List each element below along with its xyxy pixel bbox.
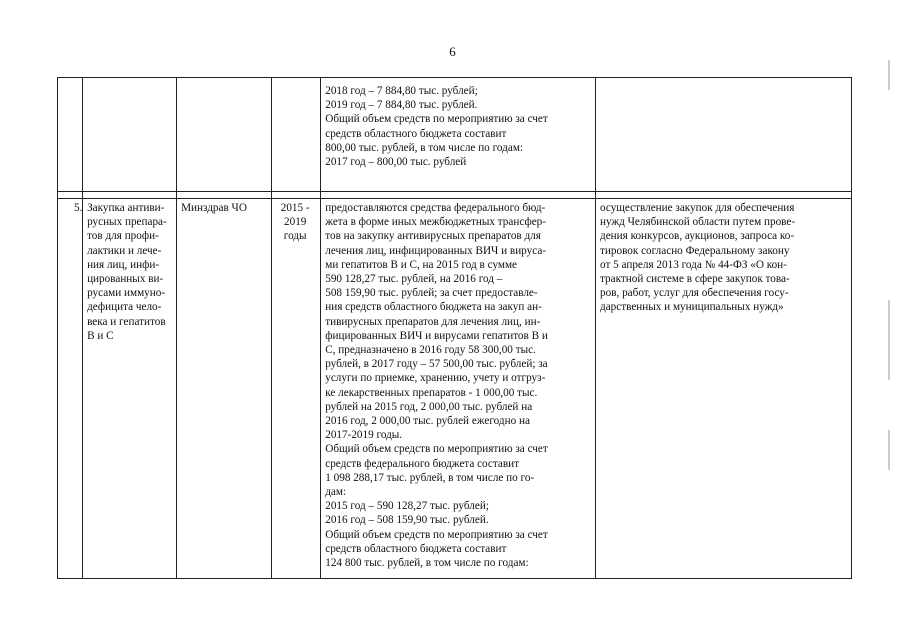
text-line: лечения лиц, инфицированных ВИЧ и вируса-: [325, 244, 547, 257]
cell-description: [321, 199, 596, 579]
text-line: С, предназначено в 2016 году 58 300,00 тыс.: [325, 344, 536, 357]
cell-result-empty: [596, 78, 852, 192]
text-line: рублей на 2015 год, 2 000,00 тыс. рублей на: [325, 400, 533, 413]
page-number: 6: [449, 44, 456, 59]
text-line: осуществление закупок для обеспечения: [600, 202, 795, 214]
text-line: средств областного бюджета составит: [325, 127, 507, 140]
table-row-continuation: [58, 78, 852, 192]
cell-executor: [177, 199, 272, 579]
cell-description-continuation: [321, 78, 596, 192]
text-line: Общий объем средств по мероприятию за счет: [325, 113, 548, 126]
text-line: дам:: [325, 486, 347, 499]
cell-result: [596, 199, 852, 579]
scan-artifact: [888, 430, 890, 470]
text-line: ми гепатитов В и С, на 2015 год в сумме: [325, 258, 518, 271]
text-line: 590 128,27 тыс. рублей, на 2016 год –: [325, 273, 503, 286]
text-line: тировок согласно Федеральному закону: [600, 244, 790, 257]
spacer-cell: [596, 192, 852, 199]
spacer-cell: [58, 192, 83, 199]
executor-text: Минздрав ЧО: [181, 202, 247, 214]
text-line: 124 800 тыс. рублей, в том числе по годам:: [325, 557, 529, 570]
text-line: лактики и лече-: [87, 244, 162, 257]
text-line: 2019: [284, 216, 307, 229]
spacer-cell: [83, 192, 177, 199]
spacer-cell: [321, 192, 596, 199]
text-line: Общий объем средств по мероприятию за счет: [325, 528, 548, 541]
text-line: трактной системе в сфере закупок това-: [600, 273, 790, 286]
text-line: годы: [283, 230, 307, 243]
cell-index: [58, 199, 83, 579]
text-line: ния лиц, инфи-: [87, 258, 160, 271]
text-line: В и С: [87, 329, 114, 342]
cell-measure-name: [83, 199, 177, 579]
cell-executor-empty: [177, 78, 272, 192]
text-line: русами иммуно-: [87, 287, 166, 300]
table-row-5: [58, 199, 852, 579]
text-line: дения конкурсов, аукционов, запроса ко-: [600, 230, 795, 243]
text-line: рублей, в 2017 году – 57 500,00 тыс. рублей; за: [325, 358, 548, 371]
text-line: средств федерального бюджета составит: [325, 457, 520, 470]
text-line: цированных ви-: [87, 273, 164, 286]
spacer-cell: [177, 192, 272, 199]
text-line: 2015 -: [280, 202, 310, 214]
text-line: тов для профи-: [87, 230, 159, 243]
text-line: предоставляются средства федерального бюд-: [325, 202, 546, 214]
row-index: 5.: [74, 202, 83, 214]
text-line: 2017 год – 800,00 тыс. рублей: [325, 156, 467, 169]
text-line: от 5 апреля 2013 года № 44-ФЗ «О кон-: [600, 258, 787, 271]
text-line: средств областного бюджета составит: [325, 542, 507, 555]
text-line: 2019 год – 7 884,80 тыс. рублей.: [325, 99, 478, 112]
text-line: русных препара-: [87, 216, 167, 229]
text-line: услуги по приемке, хранению, учету и отгруз-: [325, 372, 546, 385]
table-row-spacer: [58, 192, 852, 199]
text-line: нужд Челябинской области путем прове-: [600, 216, 796, 229]
text-line: ров, работ, услуг для обеспечения госу-: [600, 287, 789, 300]
text-line: ния средств областного бюджета на закуп ан-: [325, 301, 542, 314]
text-line: ке лекарственных препаратов - 1 000,00 тыс.: [325, 386, 538, 399]
text-line: 1 098 288,17 тыс. рублей, в том числе по го-: [325, 471, 535, 484]
text-line: 2016 год – 508 159,90 тыс. рублей.: [325, 514, 489, 527]
text-line: 800,00 тыс. рублей, в том числе по годам:: [325, 141, 524, 154]
text-line: 2018 год – 7 884,80 тыс. рублей;: [325, 85, 478, 97]
text-line: дарственных и муниципальных нужд»: [600, 301, 784, 314]
text-line: дефицита чело-: [87, 301, 162, 314]
text-line: тов на закупку антивирусных препаратов для: [325, 230, 541, 243]
text-line: тивирусных препаратов для лечения лиц, ин-: [325, 315, 541, 328]
measures-table: [57, 77, 852, 579]
scan-artifact: [888, 60, 890, 90]
cell-name-empty: [83, 78, 177, 192]
text-line: 2016 год, 2 000,00 тыс. рублей ежегодно на: [325, 415, 530, 428]
text-line: века и гепатитов: [87, 315, 166, 328]
text-line: 2017-2019 годы.: [325, 429, 403, 442]
text-line: 2015 год – 590 128,27 тыс. рублей;: [325, 500, 489, 513]
spacer-cell: [272, 192, 321, 199]
cell-index-empty: [58, 78, 83, 192]
cell-term-empty: [272, 78, 321, 192]
text-line: жета в форме иных межбюджетных трансфер-: [325, 216, 546, 229]
text-line: Общий объем средств по мероприятию за счет: [325, 443, 548, 456]
cell-term: [272, 199, 321, 579]
scan-artifact: [888, 300, 890, 380]
text-line: фицированных ВИЧ и вирусами гепатитов В и: [325, 329, 548, 342]
text-line: 508 159,90 тыс. рублей; за счет предоставле-: [325, 287, 538, 300]
text-line: Закупка антиви-: [87, 202, 165, 214]
